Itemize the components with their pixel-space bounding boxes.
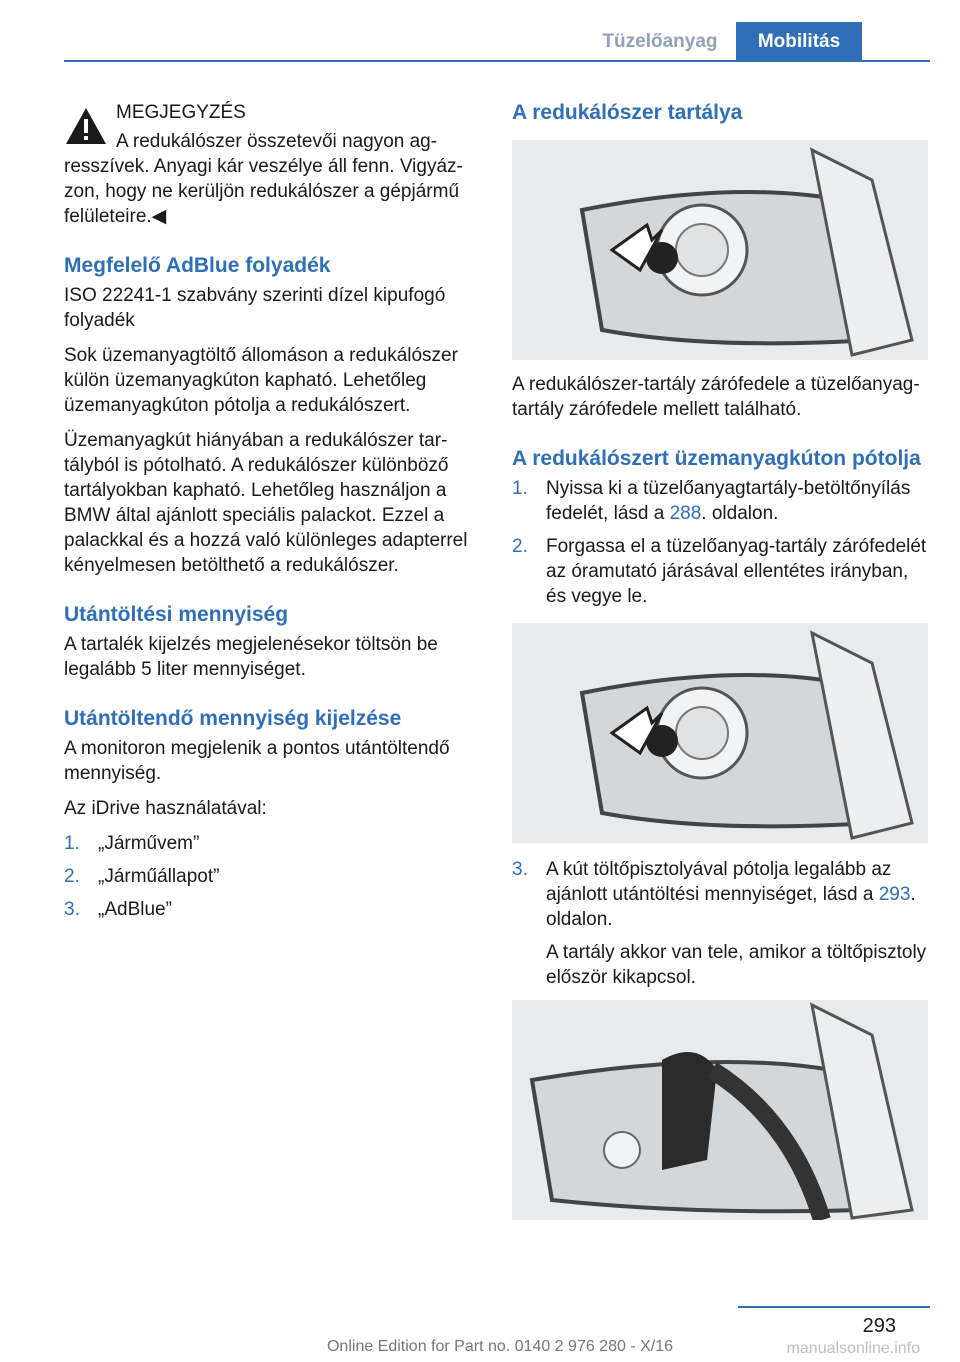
step-note: A tartály akkor van tele, amikor a töltőpisztoly először kikapcsol.	[546, 942, 927, 988]
step-text: . oldalon.	[701, 503, 779, 524]
section-heading-tank: A redukálószer tartálya	[512, 101, 743, 124]
footer-rule	[738, 1306, 930, 1308]
step-item	[512, 534, 930, 609]
section-heading-refill-display: Utántöltendő mennyiség kijelzése	[64, 707, 402, 730]
list-number: 2.	[64, 866, 80, 887]
page-link-293[interactable]: 293	[878, 884, 911, 905]
cap-removal-photo	[512, 623, 928, 843]
paragraph: Üzemanyagkút hiányában a redukálószer tartályból is pótolható. A redukálószer különböző tartályokban kapható. Lehetőleg használjon a BMW által ajánlott speciális palackot. Ezzel a palackkal és a hozzá való különleges adapterrel kényelmesen betölthető a redukálószer.	[64, 430, 468, 576]
step-text: Forgassa el a tüzelőanyag-tartály zárófedelét az óramutató járásával ellentétes irányban, és vegye le.	[546, 536, 927, 607]
tank-caption: A redukálószer-tartály zárófedele a tüzelőanyag-tartály zárófedele mellett található.	[512, 374, 920, 420]
page-number: 293	[862, 1315, 896, 1337]
refill-steps	[512, 476, 930, 609]
watermark: manualsonline.info	[786, 1340, 920, 1357]
page-link-288[interactable]: 288	[669, 503, 702, 524]
idrive-menu-list	[64, 831, 480, 922]
section-heading-pump-refill: A redukálószert üzemanyagkúton pótolja	[512, 447, 921, 470]
step-text: A kút töltőpisztolyával pótolja legalább az ajánlott utántöltési mennyiséget, lásd a	[546, 859, 892, 905]
warning-text: A redukálószer összetevői nagyon agresszívek. Anyagi kár veszélye áll fenn. Vigyázzon, hogy ne kerüljön redukálószer a gépjármű felületeire.◀	[64, 131, 463, 227]
step-item	[512, 857, 930, 990]
section-heading-refill-amount: Utántöltési mennyiség	[64, 603, 289, 626]
section-heading-adblue: Megfelelő AdBlue folyadék	[64, 254, 331, 277]
list-item	[64, 831, 480, 856]
right-column	[512, 100, 930, 1220]
header-tab-fuel[interactable]: Tüzelőanyag	[602, 31, 718, 52]
warning-title: MEGJEGYZÉS	[116, 102, 246, 123]
left-column	[64, 100, 480, 930]
list-item	[64, 864, 480, 889]
nozzle-refill-photo	[512, 1000, 928, 1220]
header-tab-mobility[interactable]: Mobilitás	[736, 22, 862, 62]
paragraph: Sok üzemanyagtöltő állomáson a redukálószer külön üzemanyagkúton kapható. Lehetőleg üzemanyagkúton pótolja a redukálószert.	[64, 345, 458, 416]
paragraph: ISO 22241-1 szabvány szerinti dízel kipufogó folyadék	[64, 285, 446, 331]
step-item	[512, 476, 930, 526]
paragraph: A tartalék kijelzés megjelenésekor töltsön be legalább 5 liter mennyiséget.	[64, 634, 438, 680]
tank-cap-photo	[512, 140, 928, 360]
header-rule	[64, 60, 930, 62]
list-text: „Járműállapot”	[98, 866, 220, 887]
paragraph: Az iDrive használatával:	[64, 798, 267, 819]
step-text: Nyissa ki a tüzelőanyagtartály-betöltőnyílás fedelét, lásd a	[546, 478, 911, 524]
warning-box	[64, 100, 480, 229]
step-number: 2.	[512, 536, 528, 557]
paragraph: A monitoron megjelenik a pontos utántöltendő mennyiség.	[64, 738, 450, 784]
list-item	[64, 897, 480, 922]
list-number: 1.	[64, 833, 80, 854]
edition-line: Online Edition for Part no. 0140 2 976 280 - X/16	[326, 1338, 673, 1355]
step-text: . oldalon.	[546, 884, 916, 930]
warning-triangle-icon	[64, 106, 108, 146]
refill-steps-cont	[512, 857, 930, 990]
step-number: 1.	[512, 478, 528, 499]
step-number: 3.	[512, 859, 528, 880]
list-number: 3.	[64, 899, 80, 920]
list-text: „Járművem”	[98, 833, 200, 854]
list-text: „AdBlue”	[98, 899, 172, 920]
